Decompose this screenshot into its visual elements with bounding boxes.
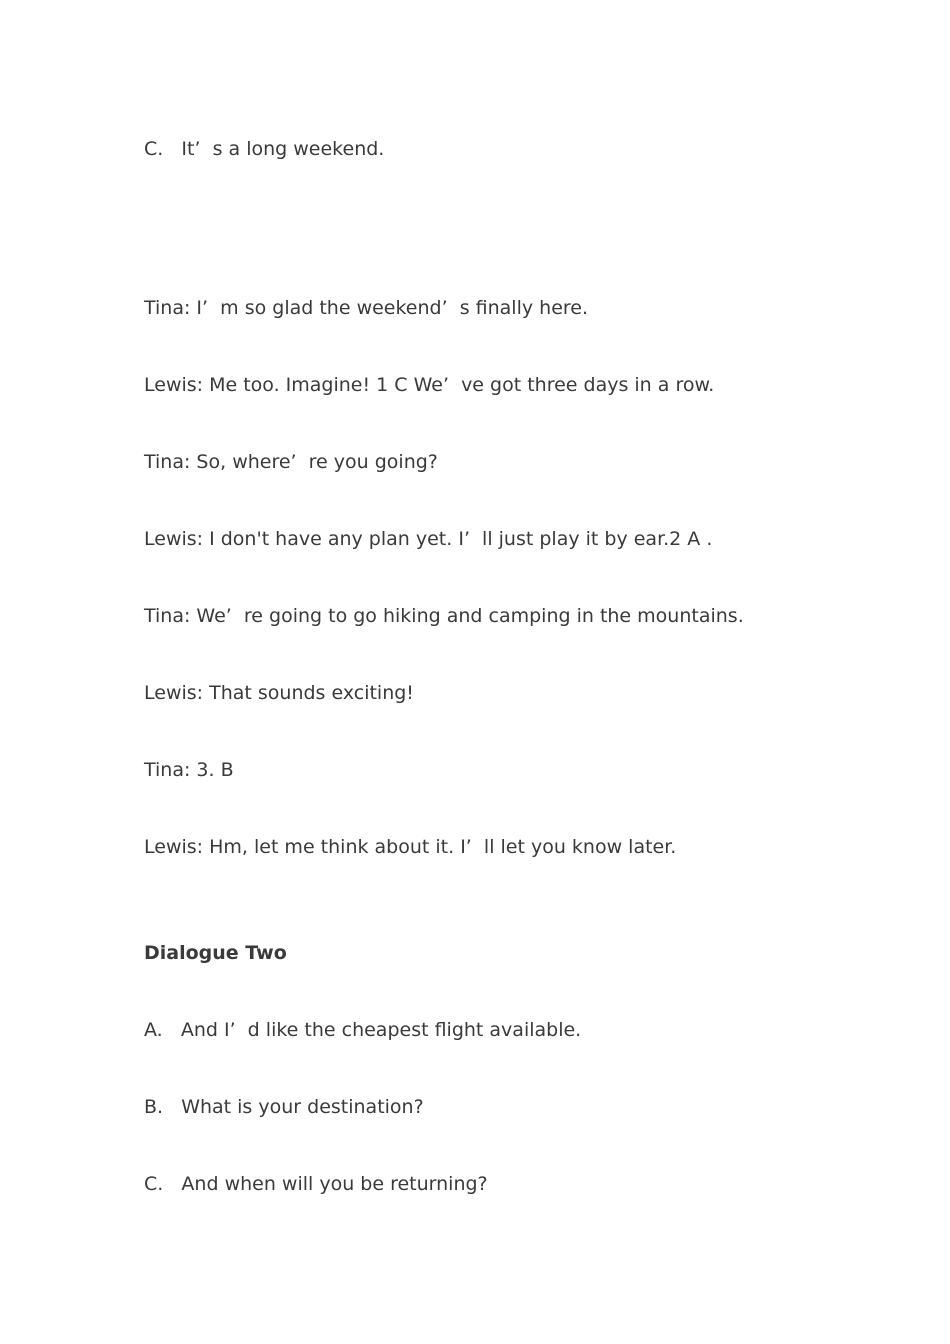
- option-b: B. What is your destination?: [144, 1096, 424, 1118]
- dialogue-line: Lewis: I don't have any plan yet. I’ ll just play it by ear.2 A .: [144, 528, 713, 550]
- dialogue-line: Tina: 3. B: [144, 759, 234, 781]
- dialogue-line: Tina: I’ m so glad the weekend’ s finally here.: [144, 297, 589, 319]
- option-c-top: C. It’ s a long weekend.: [144, 138, 385, 160]
- dialogue-line: Lewis: Hm, let me think about it. I’ ll let you know later.: [144, 836, 677, 858]
- dialogue-line: Lewis: That sounds exciting!: [144, 682, 414, 704]
- section-heading: Dialogue Two: [144, 942, 287, 964]
- option-c: C. And when will you be returning?: [144, 1173, 488, 1195]
- dialogue-line: Tina: We’ re going to go hiking and camping in the mountains.: [144, 605, 744, 627]
- dialogue-line: Lewis: Me too. Imagine! 1 C We’ ve got three days in a row.: [144, 374, 715, 396]
- dialogue-line: Tina: So, where’ re you going?: [144, 451, 438, 473]
- option-a: A. And I’ d like the cheapest flight available.: [144, 1019, 582, 1041]
